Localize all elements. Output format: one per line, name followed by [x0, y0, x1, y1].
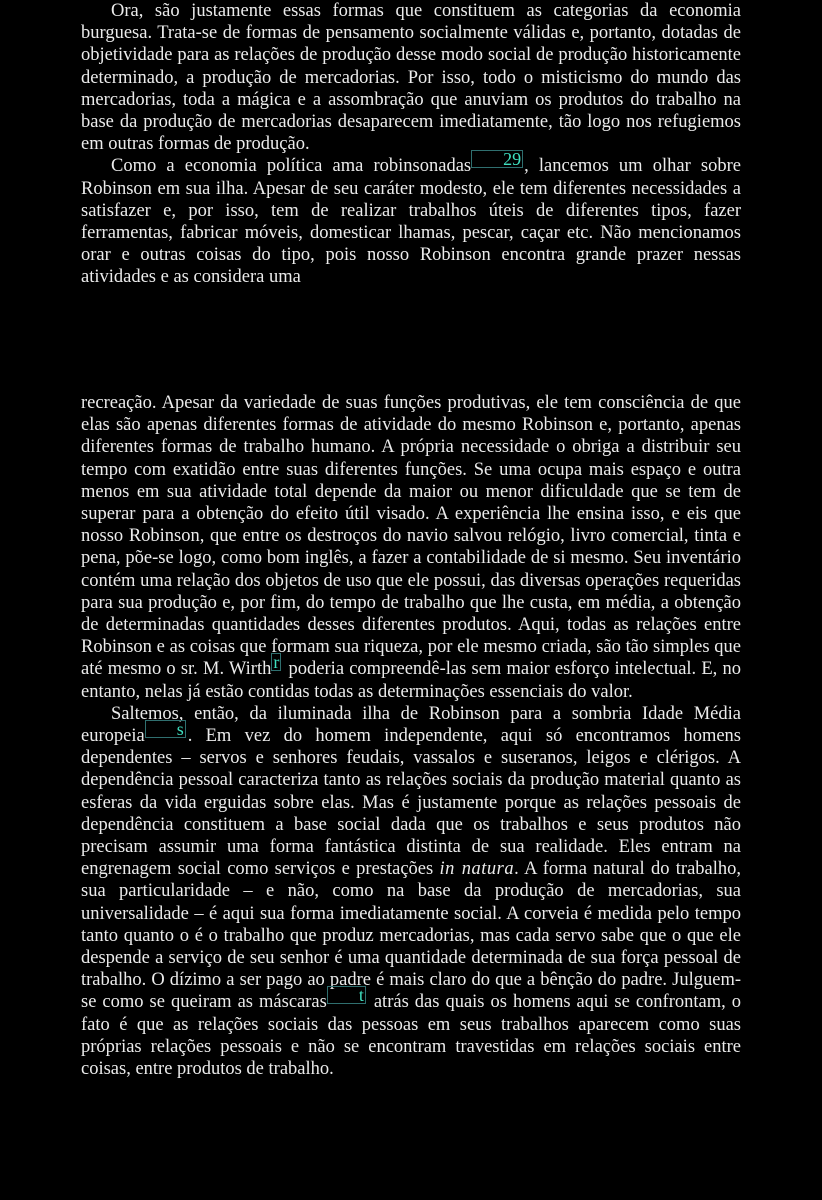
paragraph-4-text-d: atrás das quais os homens aqui se confrontam, o fato é que as relações sociais das pessoas em seus trabalhos aparecem como suas próprias relações pessoais e não se encontram travestidas em relações sociais entre coisas, entre produtos de trabalho.	[81, 992, 741, 1080]
paragraph-2-text-b: , lancemos um olhar sobre Robinson em sua ilha. Apesar de seu caráter modesto, ele tem diferentes necessidades a satisfazer e, por isso, tem de realizar trabalhos úteis de diferentes tipos, fazer ferramentas, fabricar móveis, domesticar lhamas, pescar, caçar etc. Não mencionamos orar e outras coisas do tipo, pois nosso Robinson encontra grande prazer nessas atividades e as considera uma	[81, 156, 741, 288]
paragraph-3	[81, 392, 741, 703]
footnote-link-t[interactable]: t	[327, 986, 366, 1004]
paragraph-3-text-a: recreação. Apesar da variedade de suas funções produtivas, ele tem consciência de que elas são apenas diferentes formas de atividade do mesmo Robinson e, portanto, apenas diferentes formas de trabalho humano. A própria necessidade o obriga a distribuir seu tempo com exatidão entre suas diferentes funções. Se uma ocupa mais espaço e outra menos em sua atividade total depende da maior ou menor dificuldade que se tem de superar para a obtenção do efeito útil visado. A experiência lhe ensina isso, e eis que nosso Robinson, que entre os destroços do navio salvou relógio, livro comercial, tinta e pena, põe-se logo, como bom inglês, a fazer a contabilidade de si mesmo. Seu inventário contém uma relação dos objetos de uso que ele possui, das diversas operações requeridas para sua produção e, por fim, do tempo de trabalho que lhe custa, em média, a obtenção de determinadas quantidades desses diferentes produtos. Aqui, todas as relações entre Robinson e as coisas que formam sua riqueza, por ele mesmo criada, são tão simples que até mesmo o sr. M. Wirth	[81, 393, 741, 680]
paragraph-3-text-b: poderia compreendê-las sem maior esforço intelectual. E, no entanto, nelas já estão contidas todas as determinações essenciais do valor.	[81, 659, 741, 702]
footnote-link-29[interactable]: 29	[471, 150, 523, 168]
paragraph-1-text: Ora, são justamente essas formas que constituem as categorias da economia burguesa. Trata-se de formas de pensamento socialmente válidas e, portanto, dotadas de objetividade para as relações de produção desse modo social de produção historicamente determinado, a produção de mercadorias. Por isso, todo o misticismo do mundo das mercadorias, toda a mágica e a assombração que anuviam os produtos do trabalho na base da produção de mercadorias desaparecem imediatamente, tão logo nos refugiemos em outras formas de produção.	[81, 1, 741, 155]
paragraph-4-text-c: . A forma natural do trabalho, sua particularidade – e não, como na base da produção de mercadorias, sua universalidade – é aqui sua forma imediatamente social. A corveia é medida pelo tempo tanto quanto o é o trabalho que produz mercadorias, mas cada servo sabe que o que ele despende a serviço de seu senhor é uma quantidade determinada de sua força pessoal de trabalho. O dízimo a ser pago ao padre é mais claro do que a bênção do padre. Julguem-se como se queiram as máscaras	[81, 859, 742, 1013]
text-block-bottom	[81, 392, 741, 1080]
paragraph-4	[81, 703, 741, 1080]
paragraph-1	[81, 0, 741, 155]
paragraph-4-text-b: . Em vez do homem independente, aqui só encontramos homens dependentes – servos e senhores feudais, vassalos e suseranos, leigos e clérigos. A dependência pessoal caracteriza tanto as relações sociais da produção material quanto as esferas da vida erguidas sobre elas. Mas é justamente porque as relações pessoais de dependência constituem a base social dada que os trabalhos e seus produtos não precisam assumir uma forma fantástica distinta de sua realidade. Eles entram na engrenagem social como serviços e prestações	[81, 726, 741, 880]
italic-in-natura: in natura	[439, 859, 515, 880]
paragraph-2-text-a: Como a economia política ama robinsonadas	[111, 156, 472, 177]
footnote-link-r[interactable]: r	[273, 652, 280, 673]
paragraph-4-text-a: Saltemos, então, da iluminada ilha de Robinson para a sombria Idade Média europeia	[81, 703, 741, 747]
paragraph-2	[81, 149, 741, 288]
text-block-top	[81, 0, 741, 289]
footnote-link-s[interactable]: s	[145, 720, 186, 738]
